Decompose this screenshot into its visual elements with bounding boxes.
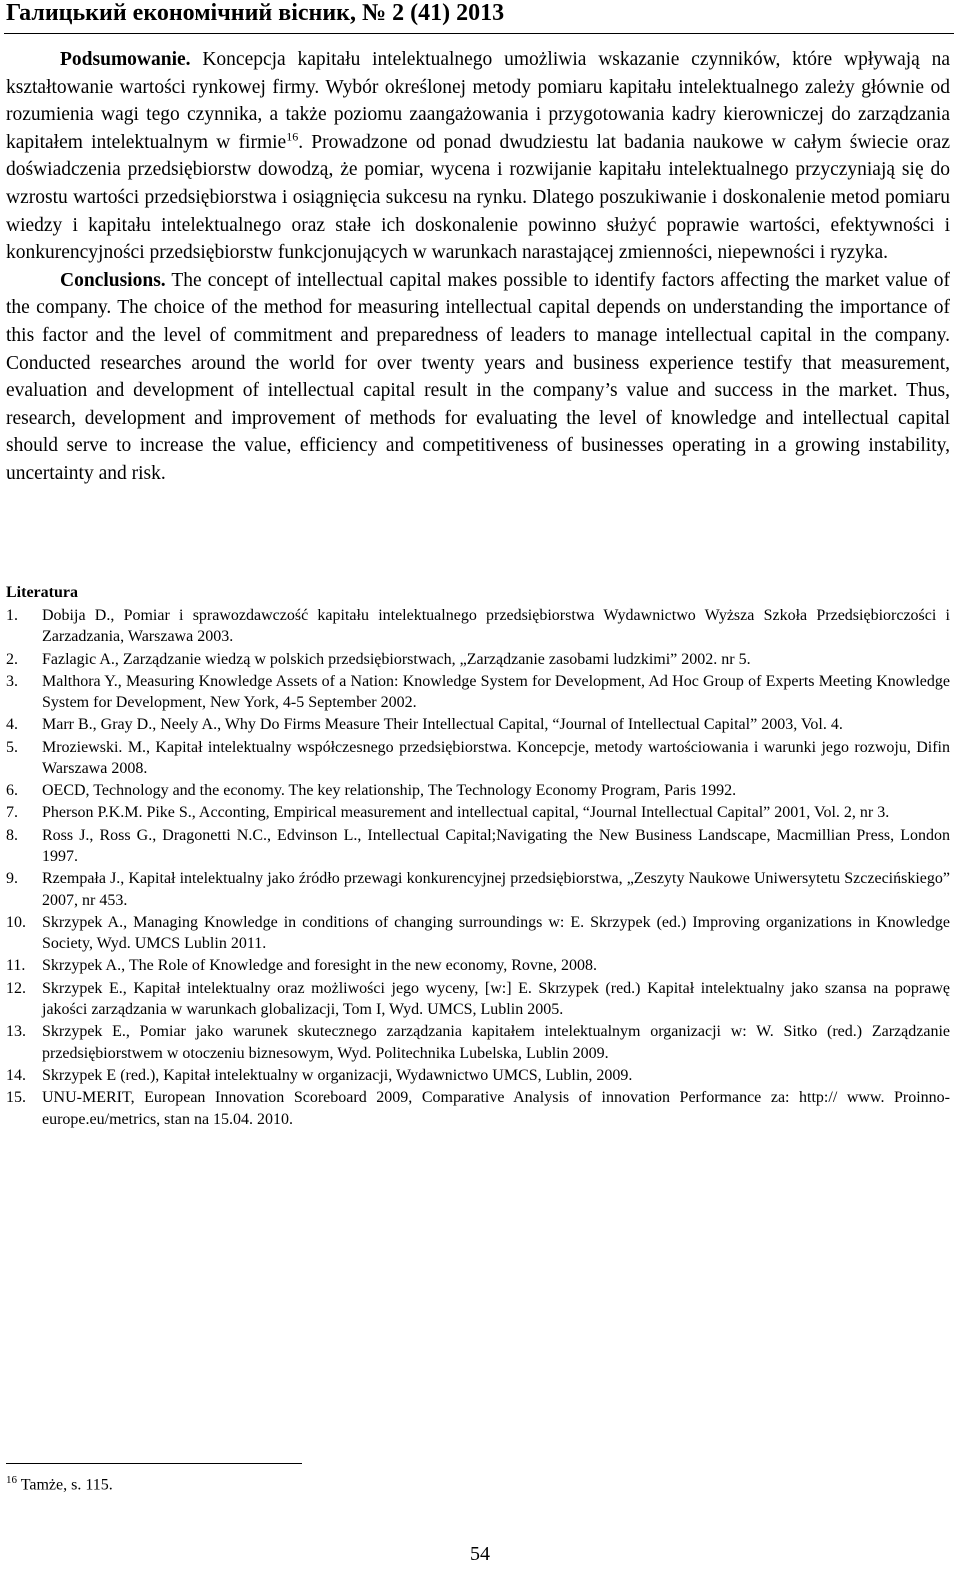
reference-item [6,671,950,714]
page-number: 54 [470,1543,490,1565]
reference-number: 5. [6,738,18,756]
reference-item [6,780,950,801]
reference-text: Pherson P.K.M. Pike S., Acconting, Empirical measurement and intellectual capital, “Journal Intellectual Capital” 2001, Vol. 2, nr 3. [42,804,890,822]
reference-text: Skrzypek A., The Role of Knowledge and foresight in the new economy, Rovne, 2008. [42,957,597,975]
reference-item [6,649,950,670]
reference-number: 12. [6,979,26,997]
footnote-reference[interactable]: 16 [286,129,299,144]
footnote-text: Tamże, s. 115. [17,1476,113,1494]
conclusions-text: The concept of intellectual capital makes possible to identify factors affecting the market value of the company. The choice of the method for measuring intellectual capital depends on understanding the importance of this factor and the level of commitment and preparedness of leaders to manage intellectual capital in the company. Conducted researches around the world for over twenty years and business experience testify that measurement, evaluation and development of intellectual capital result in the company’s value and success in the market. Thus, research, development and improvement of methods for evaluating the level of knowledge and intellectual capital should serve to increase the value, efficiency and competitiveness of businesses operating in a growing instability, uncertainty and risk. [6,269,950,484]
literature-heading: Literatura [6,584,78,601]
footnote [6,1470,113,1495]
reference-number: 13. [6,1023,26,1041]
reference-text: Mroziewski. M., Kapitał intelektualny współczesnego przedsiębiorstwa. Koncepcje, metody wartościowania i warunki jego rozwoju, Difin Warszawa 2008. [42,738,950,778]
reference-item [6,802,950,823]
reference-number: 11. [6,957,26,975]
reference-text: Skrzypek E., Pomiar jako warunek skutecznego zarządzania kapitałem intelektualnym organizacji w: W. Sitko (red.) Zarządzanie przedsiębiorstwem w otoczeniu biznesowym, Wyd. Politechnika Lubelska, Lublin 2009. [42,1023,950,1062]
reference-number: 10. [6,913,26,931]
reference-text: Malthora Y., Measuring Knowledge Assets of a Nation: Knowledge System for Development, Ad Hoc Group of Experts Meeting Knowledge System for Development, New York, 4-5 September 2002. [42,672,950,712]
reference-number: 1. [6,607,18,624]
reference-item [6,1021,950,1064]
reference-text: Rzempała J., Kapitał intelektualny jako źródło przewagi konkurencyjnej przedsiębiorstwa, „Zeszyty Naukowe Uniwersytetu Szczecińskiego” 2007, nr 453. [42,870,950,909]
reference-text: Dobija D., Pomiar i sprawozdawczość kapitału intelektualnego przedsiębiorstwa Wydawnictwo Wyższa Szkoła Przedsiębiorczości i Zarzadzania, Warszawa 2003. [42,607,950,646]
reference-number: 4. [6,716,18,734]
reference-item [6,1065,950,1086]
reference-text: Marr B., Gray D., Neely A., Why Do Firms Measure Their Intellectual Capital, “Journal of Intellectual Capital” 2003, Vol. 4. [42,716,843,734]
reference-item [6,868,950,911]
reference-number: 9. [6,870,18,888]
reference-text: UNU-MERIT, European Innovation Scoreboard 2009, Comparative Analysis of innovation Performance za: http:// www. Proinno-europe.eu/metrics, stan na 15.04. 2010. [42,1089,950,1128]
summary-paragraph [6,46,950,267]
article-body [6,46,950,488]
reference-item [6,605,950,648]
reference-text: Skrzypek A., Managing Knowledge in conditions of changing surroundings w: E. Skrzypek (ed.) Improving organizations in Knowledge Society, Wyd. UMCS Lublin 2011. [42,913,950,953]
reference-item [6,978,950,1021]
reference-number: 3. [6,672,18,690]
reference-number: 6. [6,782,18,800]
reference-text: Ross J., Ross G., Dragonetti N.C., Edvinson L., Intellectual Capital;Navigating the New Business Landscape, Macmillian Press, London 1997. [42,826,950,866]
reference-text: OECD, Technology and the economy. The key relationship, The Technology Economy Program, Paris 1992. [42,782,737,800]
reference-list [6,605,950,1131]
reference-text: Skrzypek E., Kapitał intelektualny oraz możliwości jego wyceny, [w:] E. Skrzypek (red.) Kapitał intelektualny jako szansa na poprawę jakości zarządzania w warunkach globalizacji, Tom I, Wyd. UMCS, Lublin 2005. [42,979,950,1019]
reference-number: 2. [6,650,18,668]
reference-item [6,737,950,780]
footnote-separator [6,1463,302,1464]
footnote-number: 16 [6,1474,17,1486]
reference-item [6,1087,950,1130]
header-rule [4,33,954,34]
summary-label: Podsumowanie. [60,49,191,70]
conclusions-paragraph [6,267,950,488]
reference-text: Skrzypek E (red.), Kapitał intelektualny w organizacji, Wydawnictwo UMCS, Lublin, 2009. [42,1066,633,1084]
reference-number: 15. [6,1089,26,1107]
conclusions-label: Conclusions. [60,269,166,291]
journal-header: Галицький економічний вісник, № 2 (41) 2013 [6,0,505,26]
reference-item [6,912,950,955]
summary-text-part1: Koncepcja kapitału intelektualnego umożliwia wskazanie czynników, które wpływają na kształtowanie wartości rynkowej firmy. Wybór określonej metody pomiaru kapitału intelektualnego zależy głównie od rozumienia wagi tego czynnika, a także poziomu zaangażowania i przygotowania kadry kierowniczej do zarządzania kapitałem intelektualnym w firmie [6,49,950,153]
summary-text-part2: . Prowadzone od ponad dwudziestu lat badania naukowe w całym świecie oraz doświadczenia przedsiębiorstw dowodzą, że pomiar, wycena i rozwijanie kapitału intelektualnego przyczyniają się do wzrostu wartości przedsiębiorstwa i osiągnięcia sukcesu na rynku. Dlatego poszukiwanie i doskonalenie metod pomiaru wiedzy i kapitału intelektualnego oraz stałe ich doskonalenie powinno służyć poprawie wartości, efektywności i konkurencyjności przedsiębiorstw funkcjonujących w warunkach narastającej zmienności, niepewności i ryzyka. [6,131,950,264]
reference-item [6,714,950,735]
reference-item [6,955,950,976]
reference-number: 14. [6,1066,26,1084]
reference-text: Fazlagic A., Zarządzanie wiedzą w polskich przedsiębiorstwach, „Zarządzanie zasobami ludzkimi” 2002. nr 5. [42,650,751,668]
reference-number: 7. [6,804,18,822]
reference-number: 8. [6,826,18,844]
reference-item [6,825,950,868]
